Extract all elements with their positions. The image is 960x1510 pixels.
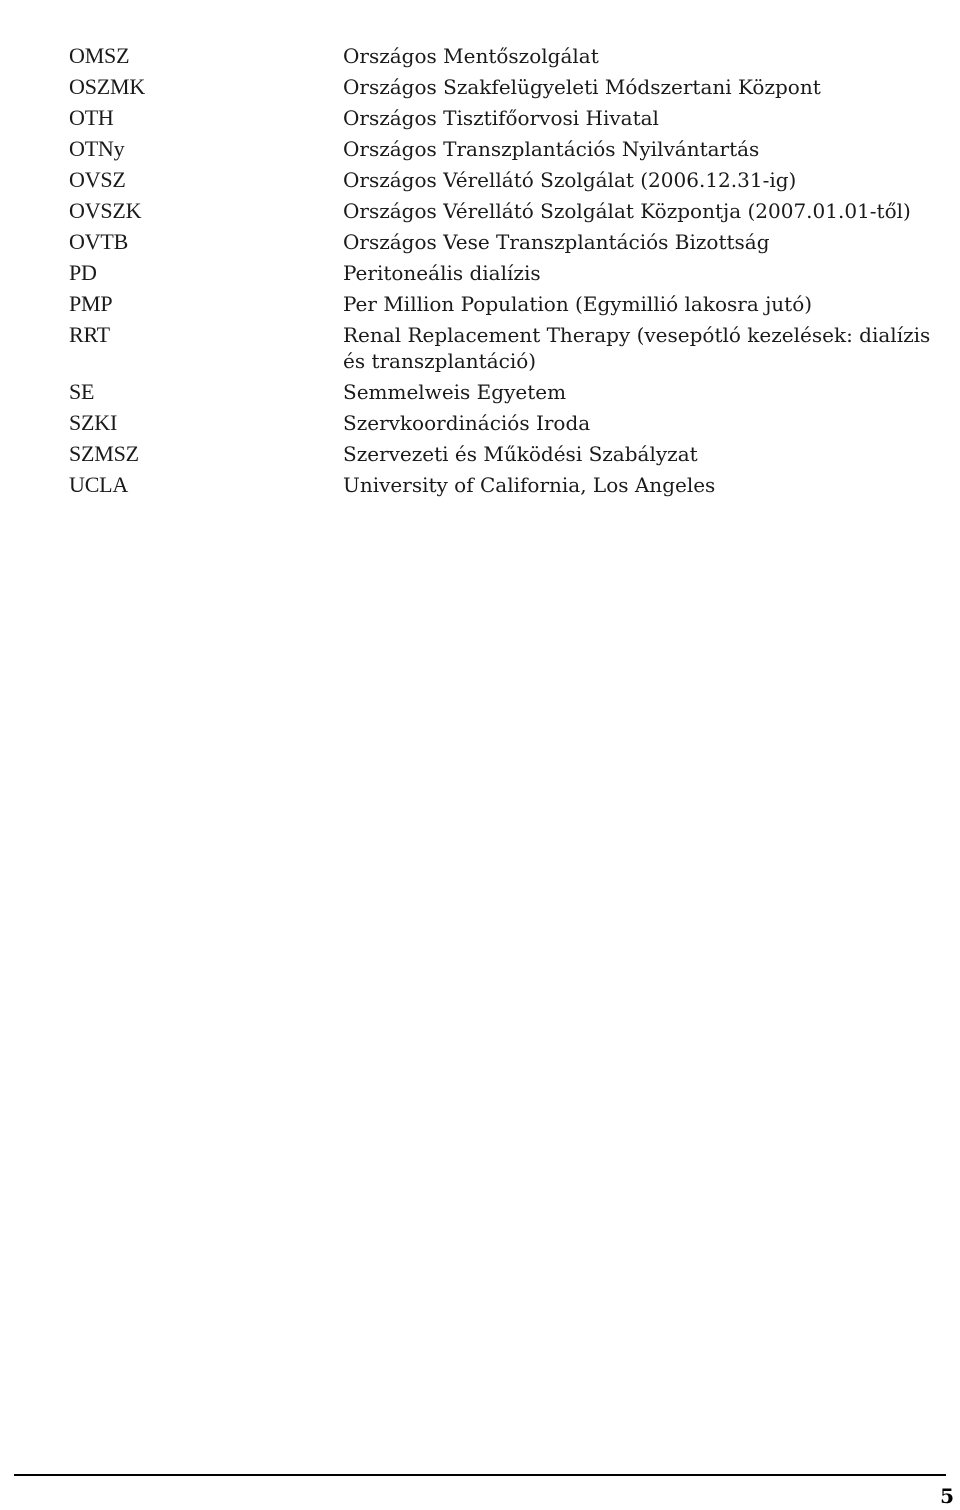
abbreviation-term: OSZMK [69, 74, 146, 99]
abbreviation-term: RRT [69, 322, 110, 347]
abbreviation-definition: Országos Tisztifőorvosi Hivatal [343, 106, 659, 130]
abbreviation-term: SZKI [69, 410, 118, 435]
abbreviation-term: OMSZ [69, 43, 130, 68]
abbreviation-term: OVTB [69, 229, 129, 254]
abbreviation-term: OTH [69, 105, 114, 130]
footer-divider [14, 1474, 946, 1476]
abbreviation-row [69, 438, 949, 469]
abbreviation-definition: Szervkoordinációs Iroda [343, 411, 591, 435]
abbreviation-term: PD [69, 260, 97, 285]
abbreviation-term: OVSZK [69, 198, 142, 223]
abbreviation-definition: Országos Szakfelügyeleti Módszertani Központ [343, 75, 821, 99]
abbreviation-row [69, 319, 949, 376]
abbreviation-term: OVSZ [69, 167, 126, 192]
abbreviation-term: OTNy [69, 136, 125, 161]
abbreviation-definition: Országos Transzplantációs Nyilvántartás [343, 137, 760, 161]
abbreviation-definition: Renal Replacement Therapy (vesepótló kezelések: dialízis és transzplantáció) [343, 323, 931, 373]
abbreviation-row [69, 376, 949, 407]
abbreviation-term: PMP [69, 291, 113, 316]
page-number: 5 [940, 1484, 954, 1508]
abbreviation-term: UCLA [69, 472, 129, 497]
abbreviation-list [69, 40, 949, 500]
abbreviation-row [69, 102, 949, 133]
abbreviation-definition: Országos Vese Transzplantációs Bizottság [343, 230, 770, 254]
abbreviation-term: SZMSZ [69, 441, 139, 466]
abbreviation-definition: Országos Mentőszolgálat [343, 44, 599, 68]
abbreviation-row [69, 288, 949, 319]
abbreviation-row [69, 195, 949, 226]
abbreviation-row [69, 257, 949, 288]
abbreviation-row [69, 133, 949, 164]
abbreviation-definition: Országos Vérellátó Szolgálat Központja (2007.01.01-től) [343, 199, 911, 223]
abbreviation-definition: Szervezeti és Működési Szabályzat [343, 442, 698, 466]
abbreviation-definition: Semmelweis Egyetem [343, 380, 567, 404]
abbreviation-row [69, 71, 949, 102]
abbreviation-definition: Peritoneális dialízis [343, 261, 541, 285]
abbreviation-definition: Országos Vérellátó Szolgálat (2006.12.31-ig) [343, 168, 797, 192]
abbreviation-row [69, 407, 949, 438]
abbreviation-definition: Per Million Population (Egymillió lakosra jutó) [343, 292, 813, 316]
abbreviation-row [69, 226, 949, 257]
abbreviation-row [69, 164, 949, 195]
abbreviation-definition: University of California, Los Angeles [343, 473, 716, 497]
abbreviation-term: SE [69, 379, 95, 404]
abbreviation-row [69, 469, 949, 500]
abbreviation-row [69, 40, 949, 71]
